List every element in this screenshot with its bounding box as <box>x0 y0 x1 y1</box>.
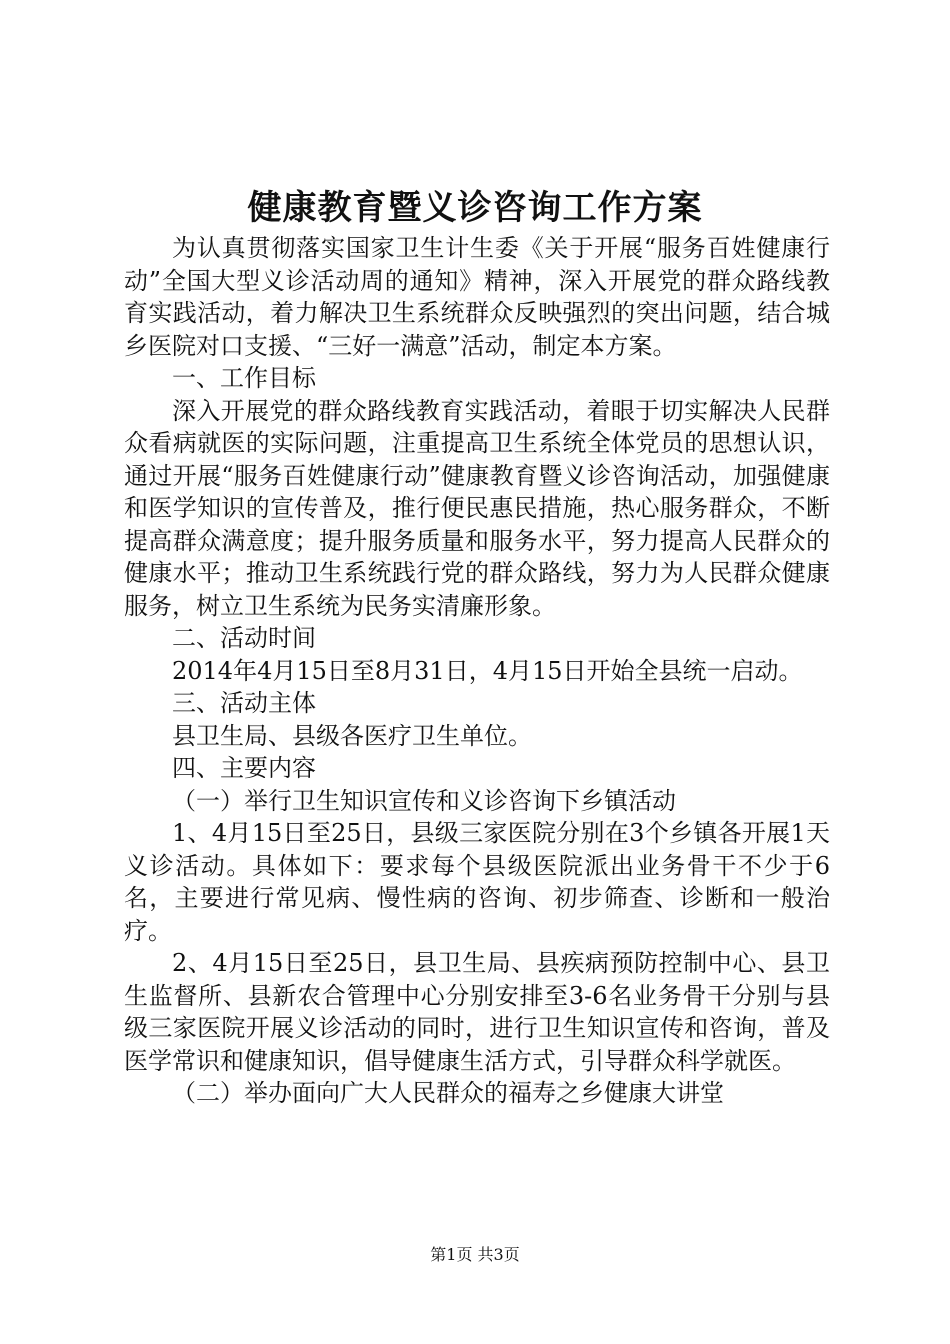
paragraph-activity-time: 2014年4月15日至8月31日，4月15日开始全县统一启动。 <box>172 656 803 685</box>
document-title: 健康教育暨义诊咨询工作方案 <box>247 188 703 228</box>
heading-activity-subject: 三、活动主体 <box>172 689 316 717</box>
page-footer: 第1页 共3页 <box>430 1245 520 1264</box>
heading-activity-time: 二、活动时间 <box>172 624 316 652</box>
heading-work-goal: 一、工作目标 <box>172 364 316 392</box>
paragraph-item-1-2: 2、4月15日至25日，县卫生局、县疾病预防控制中心、县卫生监督所、县新农合管理中心分别安排至3-6名业务骨干分别与县级三家医院开展义诊活动的同时，进行卫生知识宣传和咨询，普及医学常识和健康知识，倡导健康生活方式，引导群众科学就医。 <box>124 949 830 1075</box>
paragraph-work-goal: 深入开展党的群众路线教育实践活动，着眼于切实解决人民群众看病就医的实际问题，注重提高卫生系统全体党员的思想认识，通过开展“服务百姓健康行动”健康教育暨义诊咨询活动，加强健康和医学知识的宣传普及，推行便民惠民措施，热心服务群众，不断提高群众满意度；提升服务质量和服务水平，努力提高人民群众的健康水平；推动卫生系统践行党的群众路线，努力为人民群众健康服务，树立卫生系统为民务实清廉形象。 <box>124 396 830 620</box>
heading-main-content: 四、主要内容 <box>172 754 316 782</box>
paragraph-item-1-1: 1、4月15日至25日，县级三家医院分别在3个乡镇各开展1天义诊活动。具体如下：要求每个县级医院派出业务骨干不少于6名，主要进行常见病、慢性病的咨询、初步筛查、诊断和一般治疗。 <box>124 819 830 945</box>
subheading-item-1: （一）举行卫生知识宣传和义诊咨询下乡镇活动 <box>172 786 676 815</box>
paragraph-activity-subject: 县卫生局、县级各医疗卫生单位。 <box>172 721 532 750</box>
document-body <box>124 232 830 1110</box>
subheading-item-2: （二）举办面向广大人民群众的福寿之乡健康大讲堂 <box>172 1079 724 1107</box>
paragraph-intro: 为认真贯彻落实国家卫生计生委《关于开展“服务百姓健康行动”全国大型义诊活动周的通知》精神，深入开展党的群众路线教育实践活动，着力解决卫生系统群众反映强烈的突出问题，结合城乡医院对口支援、“三好一满意”活动，制定本方案。 <box>124 234 830 360</box>
